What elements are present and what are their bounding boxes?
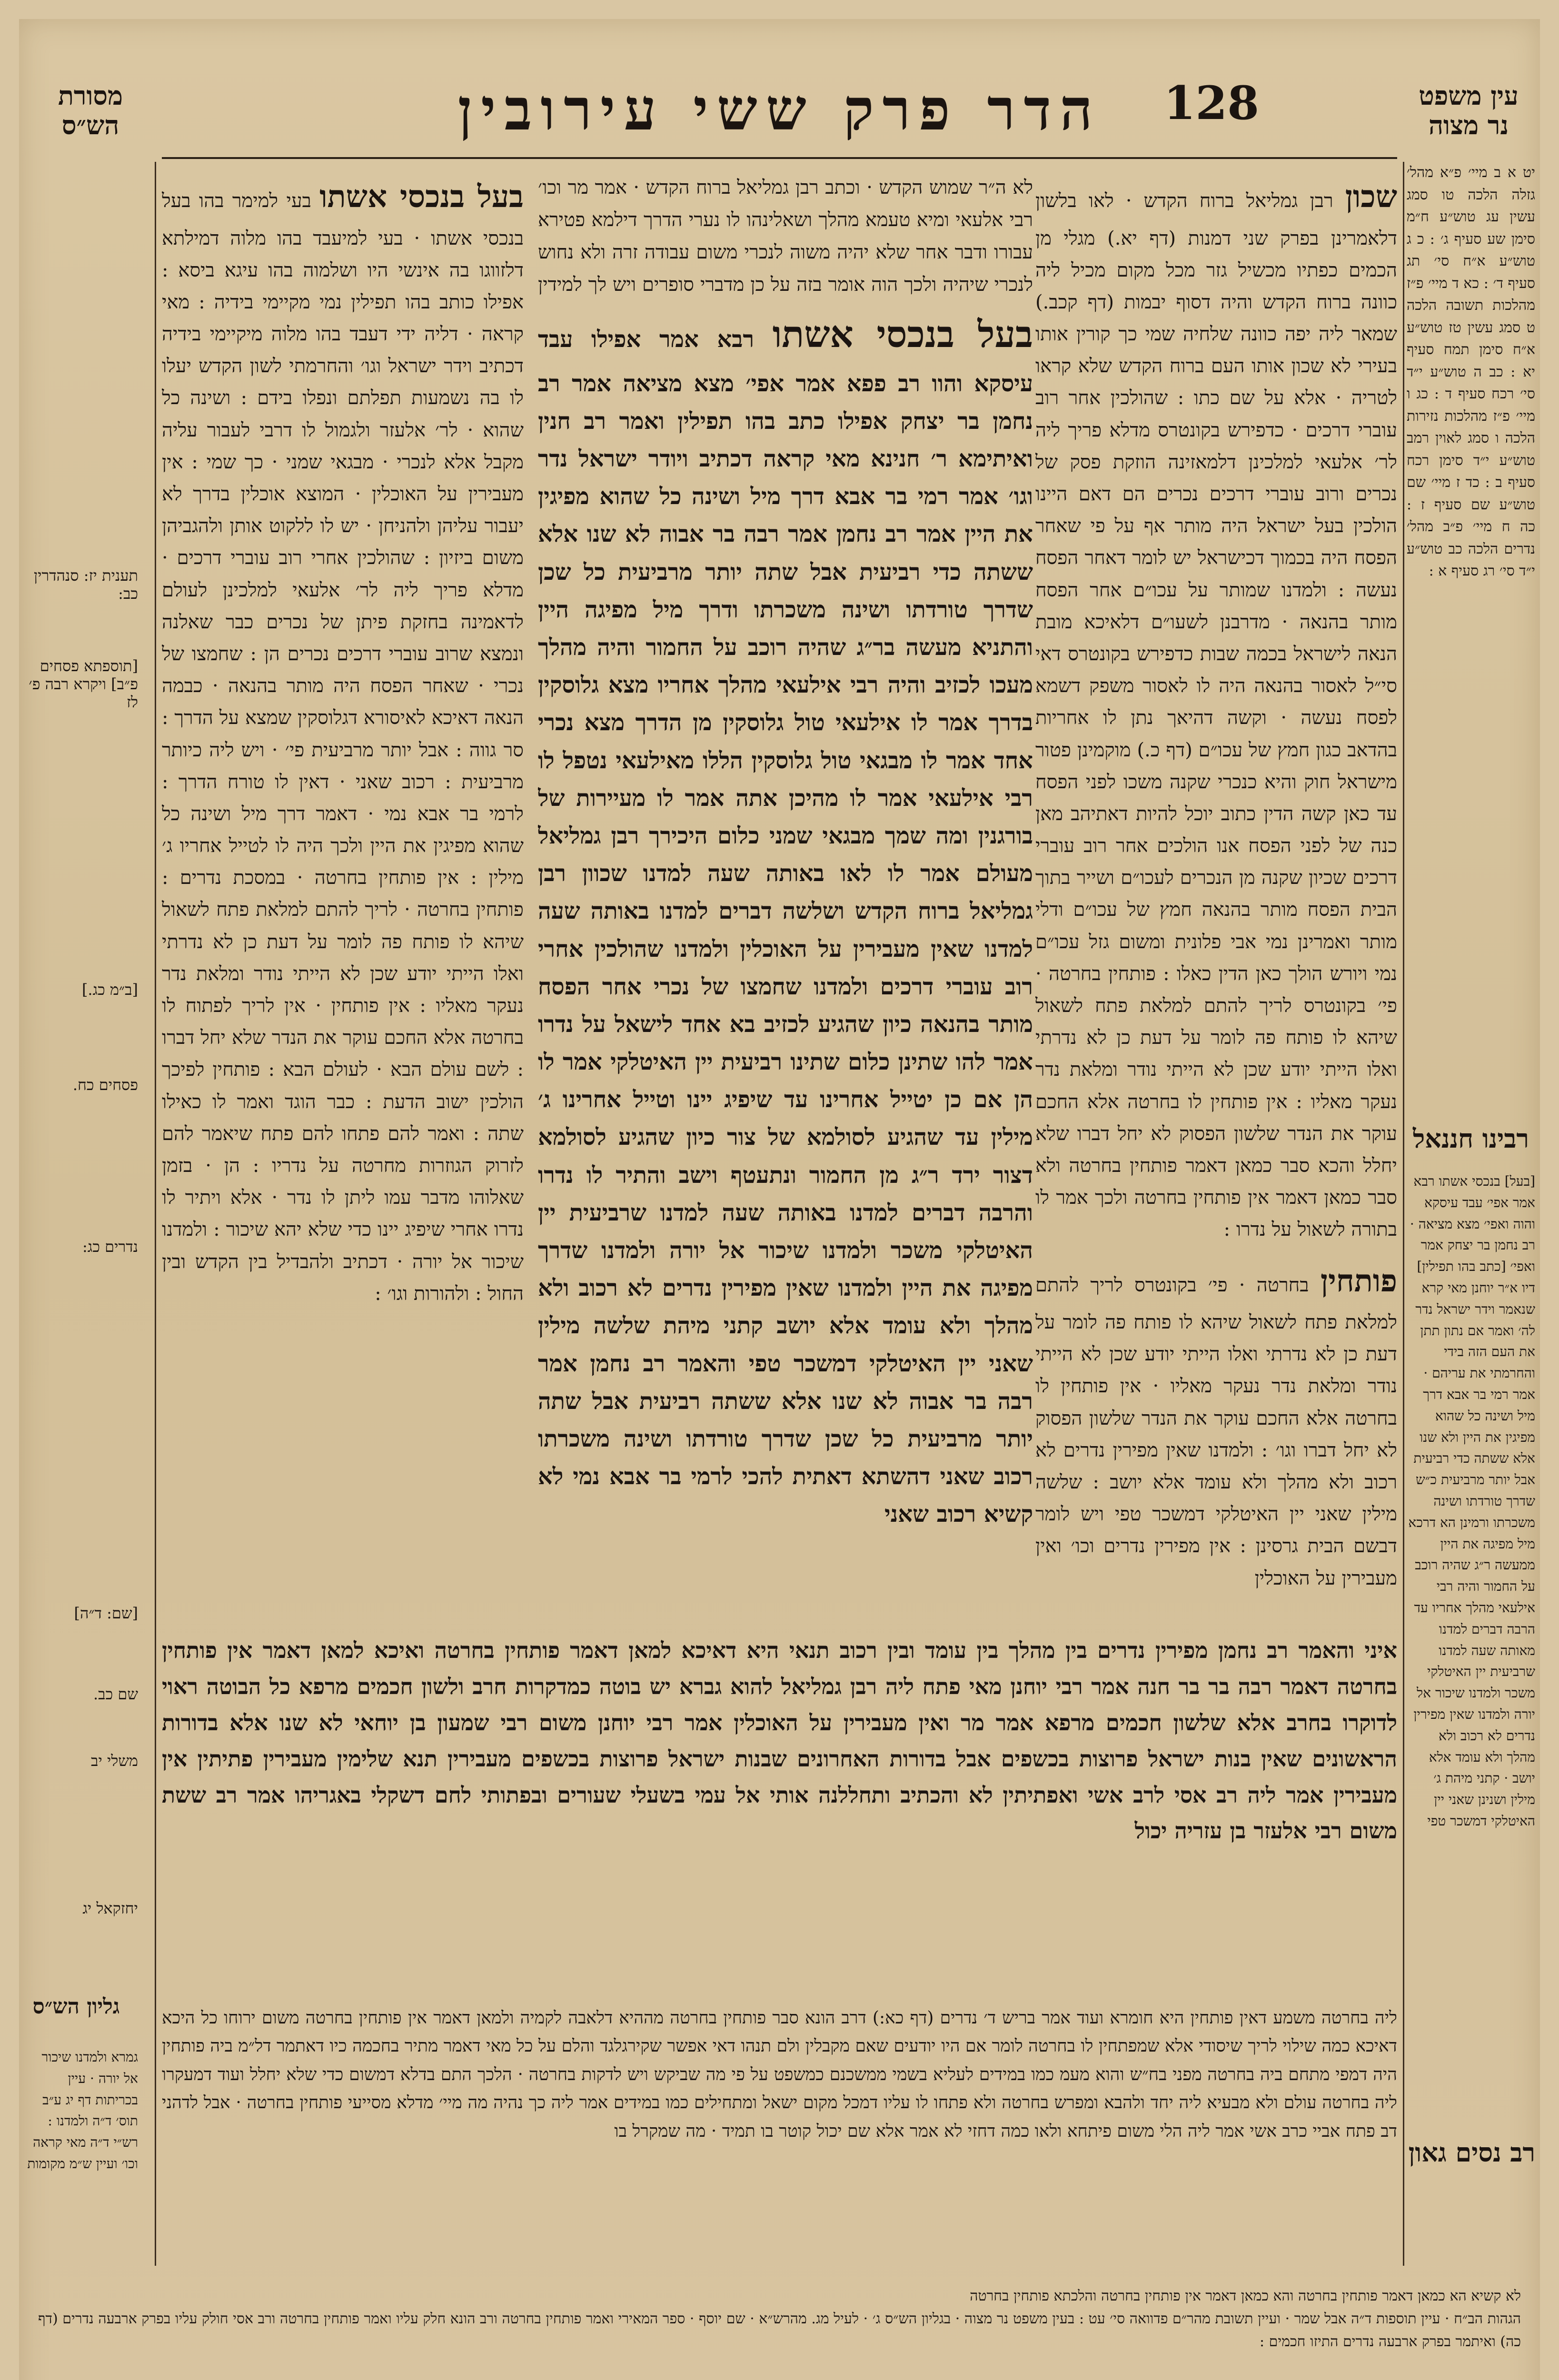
ein-mishpat-column <box>1407 162 1535 583</box>
page-footer <box>38 2285 1521 2380</box>
ein-mishpat-label: עין משפט נר מצוה <box>1419 80 1519 141</box>
gilyon-hashas-text: גמרא ולמדנו שיכור אל יורה · עיין בכריתות דף יג ע״ב תוס׳ ד״ה ולמדנו : רש״י ד״ה מאי קראה וכו׳ ועיין ש״מ מקומות <box>27 2049 138 2172</box>
mesoret-note: [תוספתא פסחים פ״ב] ויקרא רבה פ׳ לז <box>29 657 138 711</box>
page-header <box>19 76 1540 143</box>
rabbeinu-chananel-text: [בעל] בנכסי אשתו רבא אמר אפי׳ עבד עיסקא והוה ואפי׳ מצא מציאה · רב נחמן בר יצחק אמר ואפי׳ [כתב בהו תפילין] דיו א״ר יוחנן מאי קרא שנאמר וידר ישראל נדר לה׳ ואמר אם נתון תתן את העם הזה בידי והחרמתי את עריהם · אמר רמי בר אבא דרך מיל ושינה כל שהוא מפיגין את היין ולא שנו אלא ששתה כדי רביעית אבל יותר מרביעית כ״ש שדרך טורדתו ושינה משכרתו ורמינן הא דרכא מיל מפיגה את היין ממעשה ר״ג שהיה רוכב על החמור והיה רבי אילעאי מהלך אחריו עד הרבה דברים למדנו מאותה שעה למדנו שרביעית יין האיטלקי משכר ולמדנו שיכור אל יורה ולמדנו שאין מפירין נדרים לא רכוב ולא מהלך ולא עומד אלא יושב · קתני מיהת ג׳ מילין ושנינן שאני יין האיטלקי דמשכר טפי <box>1408 1173 1535 1829</box>
page-number: 128 <box>1163 76 1259 130</box>
column-divider <box>155 162 156 2266</box>
gemara-continuation: איני והאמר רב נחמן מפירין נדרים בין מהלך בין עומד ובין רכוב תנאי היא דאיכא למאן דאמר פותחין בחרטה ואיכא למאן דאמר אין פותחין בחרטה דאמר רבה בר בר חנה אמר רבי יוחנן מאי פתח ליה רבן גמליאל להוא גברא יש בוטה כמדקרות חרב ולשון חכמים מרפא כל הבוטה ראוי לדוקרו בחרב אלא שלשון חכמים מרפא אמר מר ואין מעבירין על האוכלין אמר רבי יוחנן משום רבי שמעון בן יוחאי לא שנו אלא בדורות הראשונים שאין בנות ישראל פרוצות בכשפים אבל בדורות האחרונים שבנות ישראל פרוצות בכשפים מעבירין תנא שלימין מעבירין פתיתין אין מעבירין אמר ליה רב אסי לרב אשי ואפתיתין לא והכתיב ותחללנה אותי אל עמי בשעלי שעורים ובפתותי לחם דשקלי באגריהו אמר רב ששת משום רבי אלעזר בן עזריה יכול <box>162 1637 1397 1844</box>
bottom-commentary: ליה בחרטה משמע דאין פותחין היא חומרא ועוד אמר בריש ד׳ נדרים (דף כא:) דרב הונא סבר פותחין בחרטה מההיא דלאבה לקמיה ולמאן דאמר אין פותחין בחרטה משום ירוחו כל היכא דאיכא כמה שילוי לריך שיסודי אלא שמפתחין לו בחרטה לומר אם היו יודעים שאם מקבלין ולם תנהו דאי אפשר שקירגלגד והלם על כל מאי דאמר מתיר בחכמה כיו דאתמר דל״מ ביה פותחין היה דמפי מתחם ביה בחרטה מפני בח״ש והוא מעמ כמו במידים לעליא בשמי ממשכנם כמשפט על פי מה שביקש ויש לדקות בחרטה · הלכך התם בדלא דמשום כדי שלא יחלל ועוד דמעקרו ליה בחרטה עולם ולא מבעיא ליה יחד ולהבא ומפרש בחרטה ולא פתחו לו עליו דמכל מקום ישאל ומתחילים כמו במידים אמר ליה כך נהיה מה מיי׳ מדלא מסייעי פותחין בחרטה · אבל לדהני דב פתח אביי כרב אשי אמר ליה הלי משום פיתחא ולאו כמה דחזי לא אמר אלא שם יכול קוטר בו תמיד · מה שמקרל בו <box>162 2008 1397 2141</box>
gemara-top-text: לא ה״ר שמוש הקדש · וכתב רבן גמליאל ברוח הקדש · אמר מר וכו׳ רבי אלעאי ומיא טעמא מהלך ושאלינהו לו נערי הדרך דילמא פטירא עבורו ודבר אחר שלא יהיה משוה לנכרי משום עבודה זרה ולא נחוש לנכרי שיהיה ולכך הוה אומר בזה על כן מדברי סופרים ויש לך למידין <box>538 177 1033 295</box>
rav-nissim-text: לא קשיא הא כמאן דאמר פותחין בחרטה והא כמאן דאמר אין פותחין בחרטה והלכתא פותחין בחרטה <box>970 2288 1521 2304</box>
mesoret-note: תענית יז: סנהדרין כב: <box>33 566 138 603</box>
talmud-page <box>19 19 1540 2380</box>
gilyon-hashas-title: גליון הש״ס <box>32 1994 120 2019</box>
ein-mishpat-text: יט א ב מיי׳ פ״א מהל׳ גזלה הלכה טו סמג עשין עג טוש״ע ח״מ סימן שע סעיף ג׳ : כ ג טוש״ע א״ח סי׳ תג סעיף ד׳ : כא ד מיי׳ פ״ז מהלכות תשובה הלכה ט סמג עשין טז טוש״ע א״ח סימן תמח סעיף יא : כב ה טוש״ע י״ד סי׳ רכח סעיף ד : כג ו מיי׳ פ״ז מהלכות נזירות הלכה ו סמג לאוין רמב טוש״ע י״ד סימן רכח סעיף ב : כד ז מיי׳ שם טוש״ע שם סעיף ז : כה ח מיי׳ פ״ב מהל׳ נדרים הלכה כב טוש״ע י״ד סי׳ רג סעיף א : <box>1407 164 1535 579</box>
mesoret-note: שם כב. <box>93 1685 138 1703</box>
gemara-lead-words: בעל בנכסי אשתו <box>772 313 1033 356</box>
mesoret-note: פסחים כח. <box>72 1076 138 1094</box>
tosafot-commentary <box>162 171 524 1780</box>
chapter-title: הדר פרק ששי עירובין <box>457 76 1102 143</box>
tosafot-lead-word: בעל בנכסי אשתו <box>319 179 524 215</box>
tosafot-text: בעי למימר בהו בעל בנכסי אשתו · בעי למיעבד בהו מלוה דמילתא דלזווגו בה אינשי היו ושלמוה בהו עיגא ביסא : אפילו כותב בהו תפילין נמי מקיימי בידיה : מאי קראה · דליה ידי דעבד בהו מלוה מיקיימי בידיה דכתיב וידר ישראל וגו׳ והחרמתי לשון הקדש יעלו לו בה נשמעות תפלתם ונפלו בידם : ושינה כל שהוא · לר׳ אלעזר ולגמול לו דרבי לעבור עליה מקבל אלא לנכרי · מבגאי שמני · כך שמי : אין מעבירין על האוכלין · המוצא אוכלין בדרך לא יעבור עליהן ולהניחן · יש לו ללקוט אותן ולהגביהן משום ביזיון : שהולכין אחרי רוב עוברי דרכים · מדלא פריך ליה לר׳ אלעאי למלכינן לעולם לדאמינה בחזקת פיתן של נכרים כבר שאלנה ונמצא שרוב עוברי דרכים נכרים הן : שחמצו של נכרי · שאחר הפסח היה מותר בהנאה · כבמה הנאה דאיכא לאיסורא דגלוסקין שמצא על הדרך : סר גווה : אבל יותר מרביעית פי׳ · ויש ליה כיותר מרביעית : רכוב שאני · דאין לו טורח הדרך : לרמי בר אבא נמי · דאמר דרך מיל ושינה כל שהוא מפיגין את היין ולכך היה לו לטייל אחריו ג׳ מילין : אין פותחין בחרטה · במסכת נדרים : פותחין בחרטה · לריך להתם למלאת פתח לשאול שיהא לו פותח פה לומר על דעת כן לא נדרתי ואלו הייתי יודע שכן לא הייתי נודר ומלאת נדר נעקר מאליו : אין פותחין · אין לריך לפתוח לו בחרטה אלא החכם עוקר את הנדר שלא יחל דברו : לשם עולם הבא · לעולם הבא : פותחין לפיכך הולכין ישוב הדעת : כבר הוגד ואמר לו כאילו שתה : ואמר להם פתחו להם פתח שיאמר להם לזרוק הגוזרות מחרטה על נדריו : הן · בזמן שאלוהו מדבר עמו ליתן לו נדר · אלא ויתיר לו נדרו אחרי שיפיג יינו כדי שלא יהא שיכור : ולמדנו שיכור אל יורה · דכתיב ולהבדיל בין הקדש ובין החול : ולהורות וגו׳ : <box>162 190 524 1305</box>
mesoret-note: יחזקאל יג <box>82 1899 138 1917</box>
mesoret-note: [ב״מ כג.] <box>81 981 138 999</box>
mesoret-note: נדרים כג: <box>82 1238 138 1256</box>
gemara-main <box>538 305 1033 1685</box>
rashi-commentary <box>1035 171 1397 1780</box>
rashi-text-2: בחרטה · פי׳ בקונטרס לריך להתם למלאת פתח לשאול שיהא לו פותח פה לומר על דעת כן לא נדרתי ואלו הייתי יודע שכן לא הייתי נודר ומלאת נדר נעקר מאליו · אין פותחין לו בחרטה אלא החכם עוקר את הנדר שלשון הפסוק לא יחל דברו וגו׳ : ולמדנו שאין מפירין נדרים לא רכוב ולא מהלך ולא עומד אלא יושב : שלשה מילין שאני יין האיטלקי דמשכר טפי ויש לומר דבשם הבית גרסינן : אין מפירין נדרים וכו׳ ואין מעבירין על האוכלין <box>1035 1274 1397 1589</box>
rashi-lead-word-2: פותחין <box>1320 1263 1397 1299</box>
footer-notes: הגהות הב״ח · עיין תוספות ד״ה אבל שמר · ועיין תשובת מהר״ם פדוואה סי׳ עט : בעין משפט נר מצוה · בגליון הש״ס ג׳ · לעיל מג. מהרש״א · שם יוסף · ספר המאירי ואמר פותחין בחרטה ורב הונא חלק עליו ואמר פותחין בחרטה ורב אסי חולק עליו בפרק ארבעה נדרים (דף כה) ואיתמר בפרק ארבעה נדרים התיזו חכמים : <box>38 2311 1521 2350</box>
gemara-text: רבא אמר אפילו עבד עיסקא והוו רב פפא אמר אפי׳ מצא מציאה אמר רב נחמן בר יצחק אפילו כתב בהו תפילין ואמר רב חנין ואיתימא ר׳ חנינא מאי קראה דכתיב ויודר ישראל נדר וגו׳ אמר רמי בר אבא דרך מיל ושינה כל שהוא מפיגין את היין אמר רב נחמן אמר רבה בר אבוה לא שנו אלא ששתה כדי רביעית אבל שתה יותר מרביעית כל שכן שדרך טורדתו ושינה משכרתו ודרך מיל מפיגה היין והתניא מעשה בר״ג שהיה רוכב על החמור והיה מהלך מעכו לכזיב והיה רבי אילעאי מהלך אחריו מצא גלוסקין בדרך אמר לו אילעאי טול גלוסקין מן הדרך מצא נכרי אחד אמר לו מבגאי טול גלוסקין הללו מאילעאי נטפל לו רבי אילעאי אמר לו מהיכן אתה אמר לו מעיירות של בורגנין ומה שמך מבגאי שמני כלום היכירך רבן גמליאל מעולם אמר לו לאו באותה שעה למדנו שכוון רבן גמליאל ברוח הקדש ושלשה דברים למדנו באותה שעה למדנו שאין מעבירין על האוכלין ולמדנו שהולכין אחרי רוב עוברי דרכים ולמדנו שחמצו של נכרי אחר הפסח מותר בהנאה כיון שהגיע לכזיב בא אחד לישאל על נדרו אמר להו שתינן כלום שתינו רביעית יין האיטלקי אמר לו הן אם כן יטייל אחרינו עד שיפיג יינו וטייל אחרינו ג׳ מילין עד שהגיע לסולמא של צור כיון שהגיע לסולמא דצור ירד ר״ג מן החמור ונתעטף וישב והתיר לו נדרו והרבה דברים למדנו באותה שעה למדנו שרביעית יין האיטלקי משכר ולמדנו שיכור אל יורה ולמדנו שדרך מפיגה את היין ולמדנו שאין מפירין נדרים לא רכוב ולא מהלך ולא עומד אלא יושב קתני מיהת שלשה מילין שאני יין האיטלקי דמשכר טפי והאמר רב נחמן אמר רבה בר אבוה לא שנו אלא ששתה רביעית אבל שתה יותר מרביעית כל שכן שדרך טורדתו ושינה משכרתו רכוב שאני דהשתא דאתית להכי לרמי בר אבא נמי לא קשיא רכוב שאני <box>538 326 1033 1528</box>
rabbeinu-chananel-title: רבינו חננאל <box>1413 1123 1529 1154</box>
mesoret-label: מסורת הש״ס <box>58 80 123 141</box>
rashi-lead-word: שכון <box>1345 179 1397 215</box>
header-rule <box>162 157 1397 159</box>
rav-nissim-title: רב נסים גאון <box>1408 2137 1535 2168</box>
column-divider <box>1403 162 1404 2266</box>
rashi-text: רבן גמליאל ברוח הקדש · לאו בלשון דלאמרינן בפרק שני דמנות (דף יא.) מגלי מן הכמים כפתיו מכשיל גזר מכל מקום מכיל ליה כוונה ברוח הקדש והיה דסוף יבמות (דף קכב.) שמאר ליה יפה כוונה שלחיה שמי כך קורין אותו בעירי לא שכון אותו העם ברוח הקדש שלא קראו לטריה · אלא על שם כתו : שהולכין אחר רוב עוברי דרכים · כדפירש בקונטרס מדלא פריך ליה לר׳ אלעאי למלכינן דלמאזינה הוזקת פסק של נכרים ורוב עוברי דרכים נכרים הם דאם היינו הולכין בעל ישראל היה מותר אף על פי שאחר הפסח היה בכמוך דכישראל יש לומר דאחר הפסח נעשה : ולמדנו שמותר על עכו״ם אחר הפסח מותר בהנאה · מדרבנן לשעו״ם דלאיכא מובת הנאה לישראל בכמה שבות כדפירש בקונטרס דאי סי״ל לאסור בהנאה היה לו לאסור משפק דשמא לפסח נעשה · וקשה דהיאך נתן לו אחריות בהדאב כגון חמץ של עכו״ם (דף כ.) מוקמינן פטור מישראל חוק והיא כנכרי שקנה משכו לפני הפסח עד כאן קשה הדין כתוב יוכל להיות דאתיהב מאן כנה של לפני הפסח אנו הולכים אחר רוב עוברי דרכים שכיון שקנה מן הנכרים לעכו״ם ושייר בתוך הבית הפסח מותר בהנאה חמץ של עכו״ם ודלי מותר ואמרינן נמי אבי פלונית ומשום גזל עכו״ם נמי ויורש הולך כאן הדין כאלו : פותחין בחרטה · פי׳ בקונטרס לריך להתם למלאת פתח לשאול שיהא לו פותח פה לומר על דעת כן לא נדרתי ואלו הייתי יודע שכן לא הייתי נודר ומלאת נדר נעקר מאליו : אין פותחין לו בחרטה אלא החכם עוקר את הנדר שלשון הפסוק לא יחל דברו שלא יחלל והכא סבר כמאן דאמר פותחין בחרטה ולא סבר כמאן דאמר אין פותחין בחרטה ולכך אמר לו בתורה לשאול על נדרו : <box>1035 190 1397 1241</box>
mesoret-note: משלי יב <box>91 1752 138 1770</box>
mesoret-note: [שם: ד״ה] <box>74 1604 138 1622</box>
